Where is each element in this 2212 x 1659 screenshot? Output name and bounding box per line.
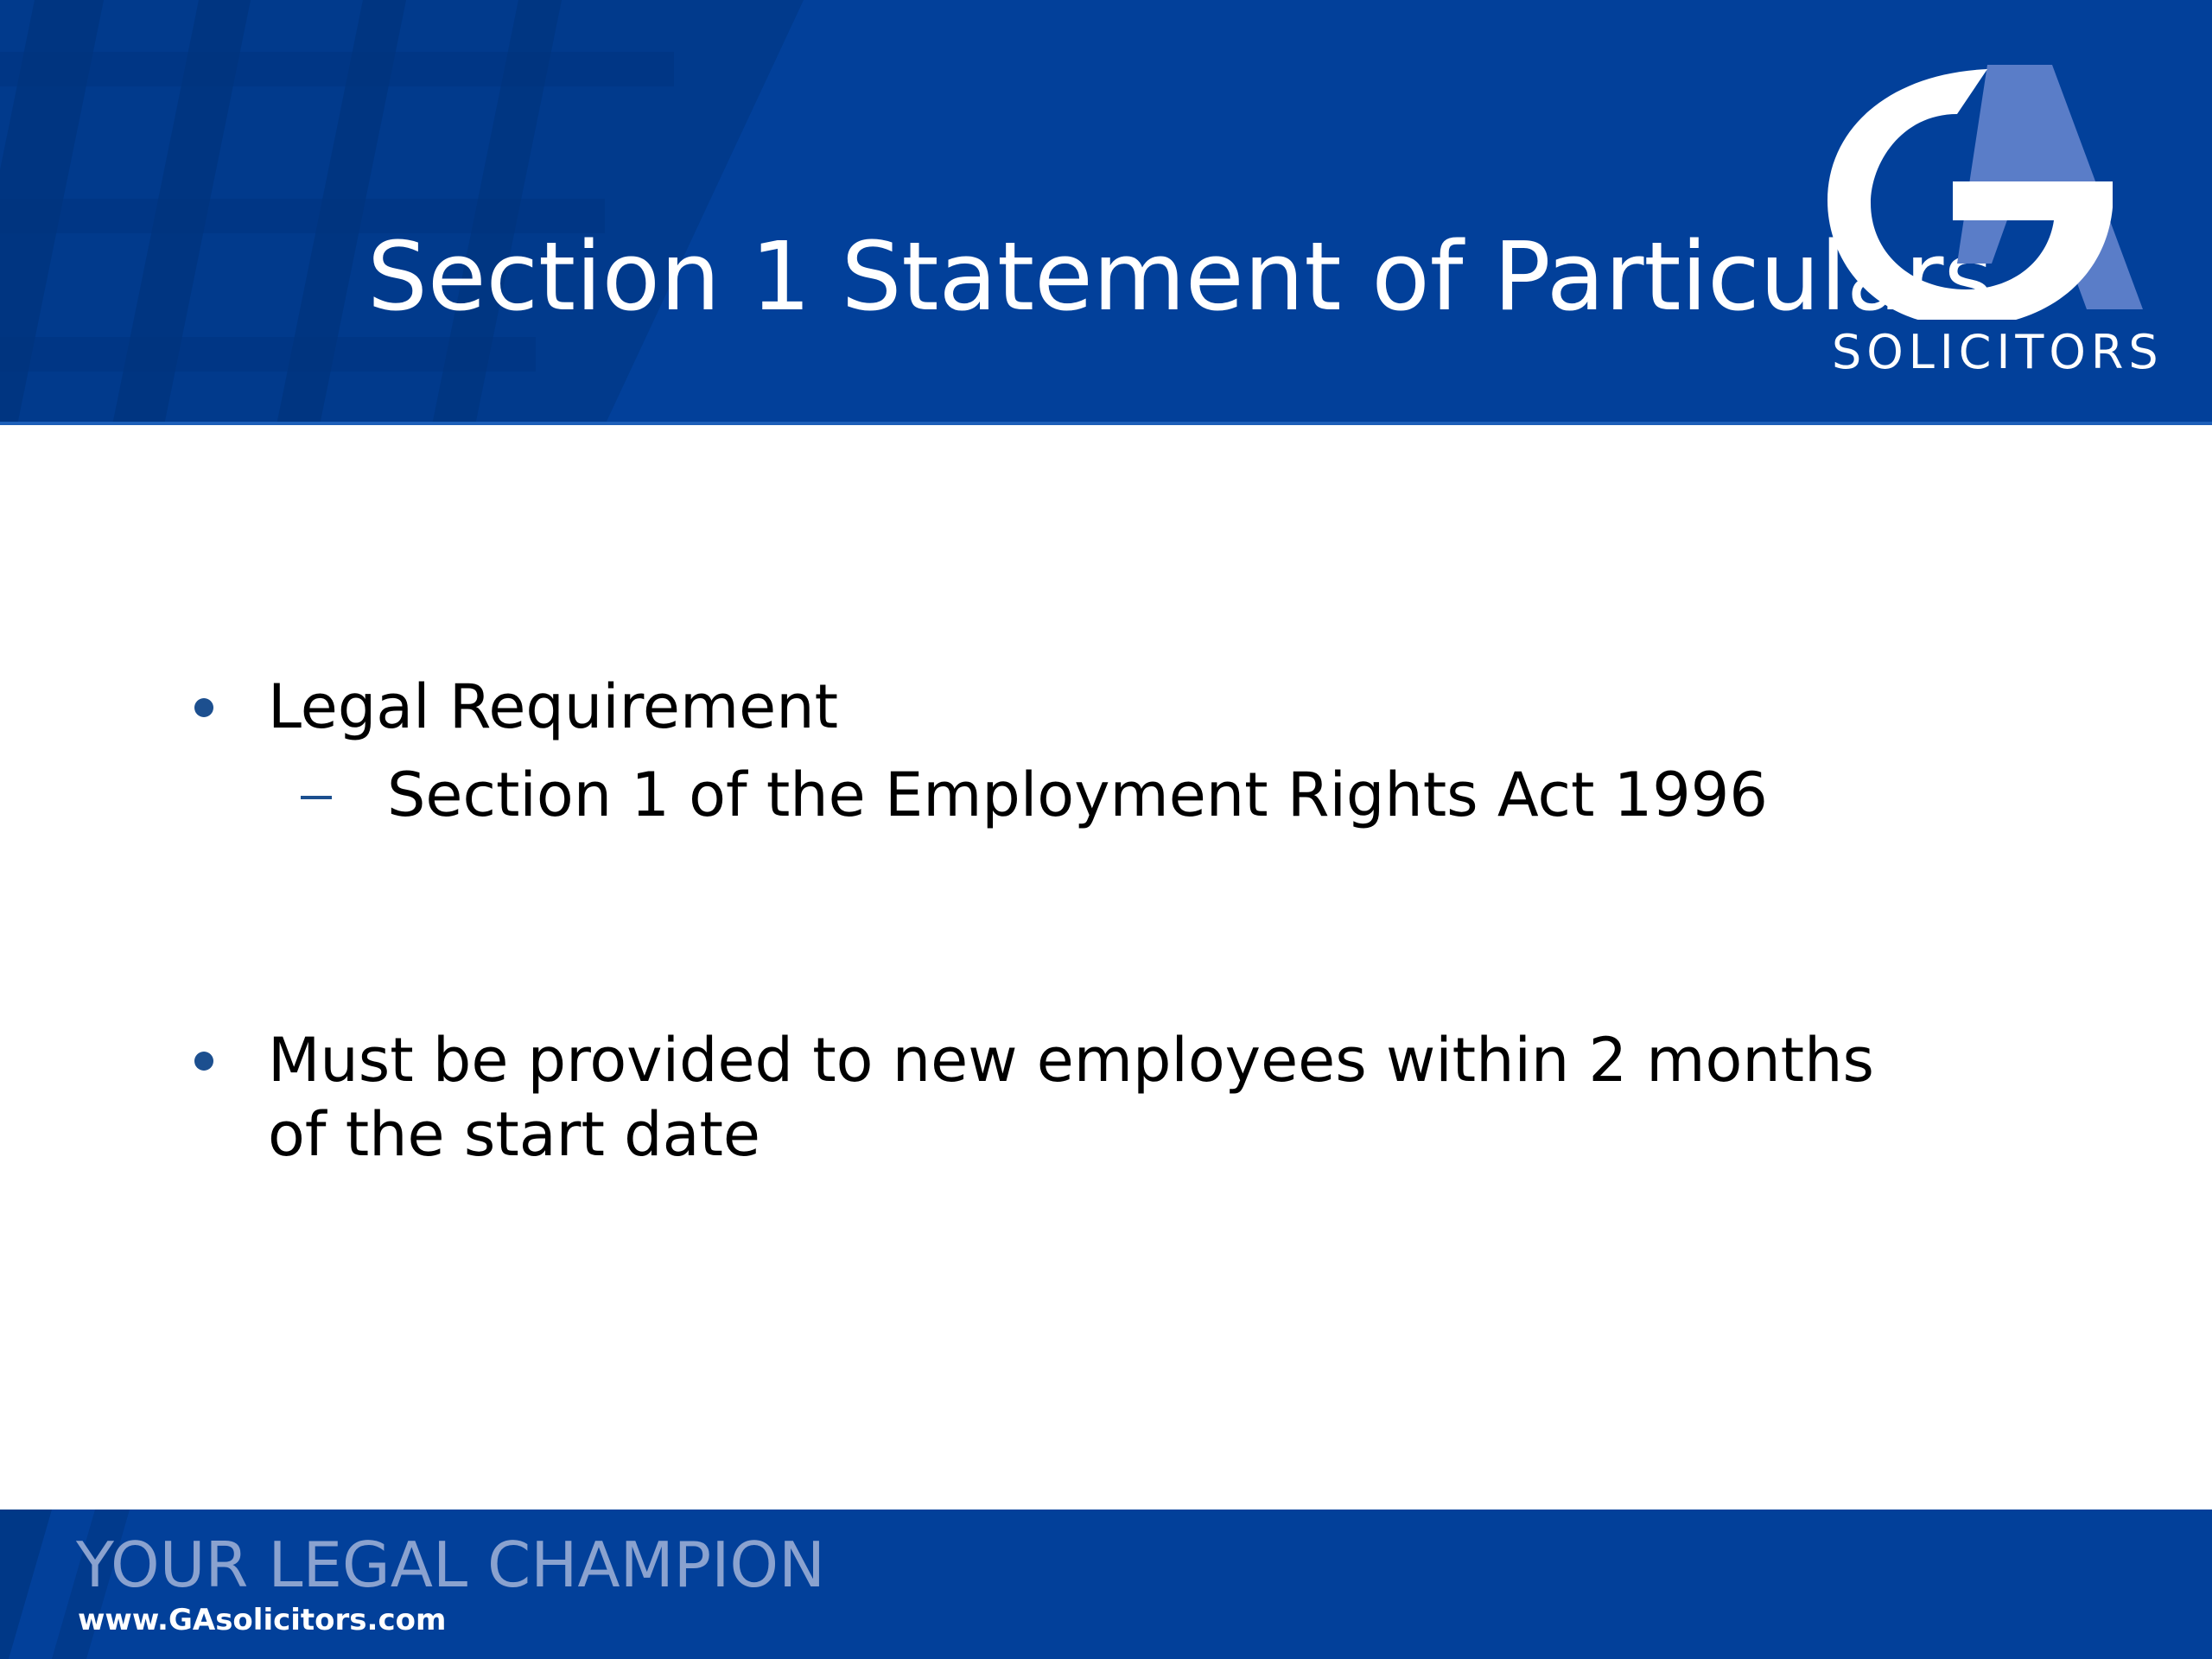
bullet-marker xyxy=(194,1052,213,1071)
logo-text: SOLICITORS xyxy=(1832,325,2164,379)
sub-bullet-marker xyxy=(301,796,332,799)
ga-logo-mark xyxy=(1827,52,2156,320)
bullet-marker xyxy=(194,698,213,717)
footer-band xyxy=(0,1510,2212,1659)
sub-bullet-item: Section 1 of the Employment Rights Act 1996 xyxy=(387,760,1768,830)
slide-title: Section 1 Statement of Particulars xyxy=(367,221,1993,332)
bullet-item: Legal Requirement xyxy=(268,671,839,742)
footer-tagline: YOUR LEGAL CHAMPION xyxy=(76,1529,825,1601)
header-divider xyxy=(0,422,2212,425)
header-texture-pattern xyxy=(0,0,804,425)
footer-website-link[interactable]: www.GAsolicitors.com xyxy=(78,1603,447,1637)
bullet-item: Must be provided to new employees within 2 months of the start date xyxy=(268,1025,1874,1170)
